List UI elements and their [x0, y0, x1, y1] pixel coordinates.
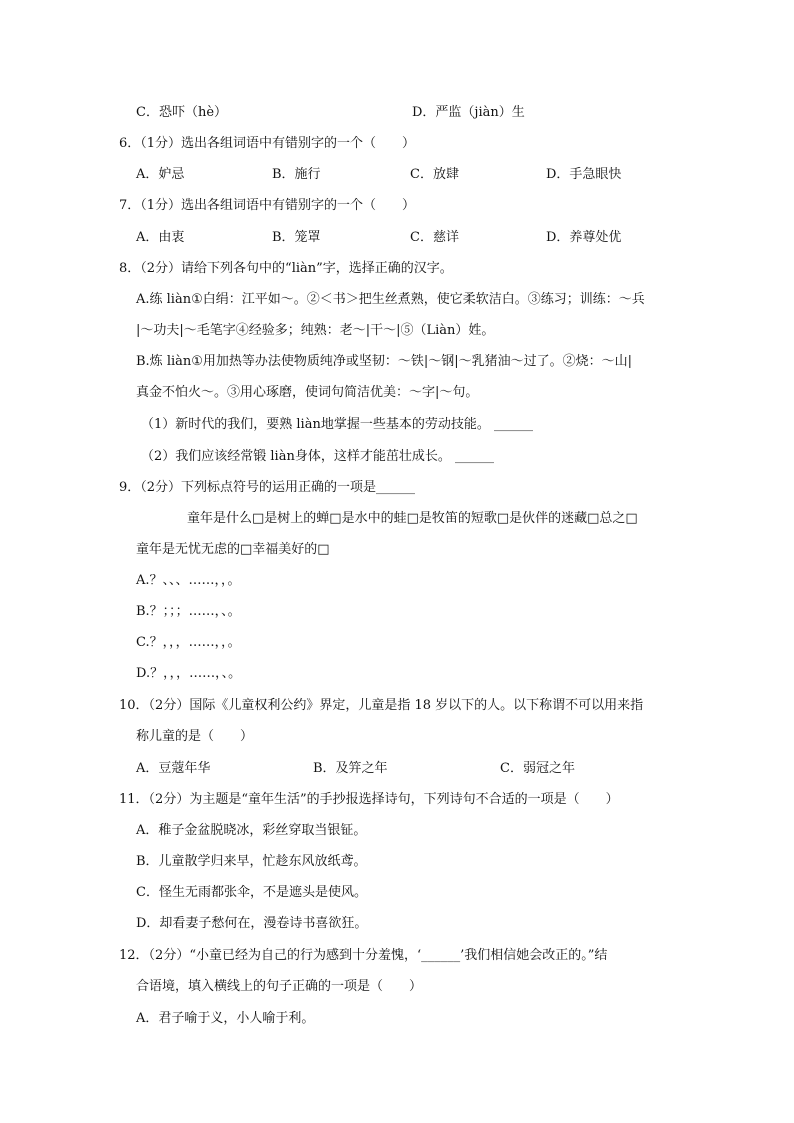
q8-stem: 8．（2分）请给下列各句中的“liàn”字，选择正确的汉字。 [119, 261, 453, 276]
q8-subquestion-1: （1）新时代的我们，要熟 liàn地掌握一些基本的劳动技能。 ______ [141, 417, 533, 432]
q5-option-c: C．恐吓（hè） [136, 105, 228, 120]
q10-option-b: B．及笄之年 [313, 761, 388, 776]
q10-option-c: C．弱冠之年 [500, 761, 575, 776]
q7-option-c: C．慈详 [410, 230, 459, 245]
q7-stem: 7．（1分）选出各组词语中有错别字的一个（ ） [119, 198, 416, 213]
q9-option-c: C.？，，，……，，。 [136, 635, 241, 650]
q8-definition-b-line1: B.炼 liàn①用加热等办法使物质纯净或坚韧：～铁|～钢|～乳猪油～过了。②烧：～山| [136, 354, 633, 369]
q9-option-b: B.？；；；……，、。 [136, 604, 241, 619]
q6-option-c: C．放肆 [410, 167, 459, 182]
q8-subquestion-2: （2）我们应该经常锻 liàn身体，这样才能茁壮成长。 ______ [141, 449, 494, 464]
q9-passage-line1: 童年是什么□是树上的蝉□是水中的蛙□是牧笛的短歌□是伙伴的迷藏□总之□ [187, 511, 638, 526]
q12-option-a: A．君子喻于义，小人喻于利。 [136, 1011, 315, 1026]
q9-option-d: D.？，，，……，、。 [136, 666, 242, 681]
q8-definition-b-line2: 真金不怕火～。③用心琢磨，使词句简洁优美：～字|～句。 [136, 385, 479, 400]
q7-option-b: B．笼罩 [272, 230, 321, 245]
q11-option-b: B．儿童散学归来早，忙趁东风放纸鸢。 [136, 854, 367, 869]
q10-stem-line2: 称儿童的是（ ） [136, 729, 254, 744]
q7-option-d: D．养尊处优 [546, 230, 622, 245]
q8-definition-a-line2: |～功夫|～毛笔字④经验多；纯熟：老～|干～|⑤（Liàn）姓。 [136, 323, 495, 338]
q6-option-a: A．妒忌 [136, 167, 185, 182]
q12-stem-line2: 合语境，填入横线上的句子正确的一项是（ ） [136, 979, 423, 994]
q12-stem-line1: 12．（2分）“小童已经为自己的行为感到十分羞愧，‘______’我们相信她会改正的。”结 [119, 948, 608, 963]
q6-option-d: D．手急眼快 [546, 167, 622, 182]
q6-stem: 6．（1分）选出各组词语中有错别字的一个（ ） [119, 136, 416, 151]
q8-definition-a-line1: A.练 liàn①白绢：江平如～。②＜书＞把生丝煮熟，使它柔软洁白。③练习；训练：～兵 [136, 292, 645, 307]
q9-stem: 9．（2分）下列标点符号的运用正确的一项是______ [119, 480, 416, 495]
q11-option-c: C．怪生无雨都张伞，不是遮头是使风。 [136, 885, 367, 900]
q11-option-a: A．稚子金盆脱晓冰，彩丝穿取当银钲。 [136, 823, 367, 838]
q9-passage-line2: 童年是无忧无虑的□幸福美好的□ [136, 542, 330, 557]
q11-stem: 11．（2分）为主题是“童年生活”的手抄报选择诗句，下列诗句不合适的一项是（ ） [119, 792, 619, 807]
q6-option-b: B．施行 [272, 167, 321, 182]
q11-option-d: D．却看妻子愁何在，漫卷诗书喜欲狂。 [136, 916, 368, 931]
q10-option-a: A．豆蔻年华 [136, 761, 211, 776]
q5-option-d: D．严监（jiàn）生 [412, 105, 525, 120]
q9-option-a: A.？、、、……，，。 [136, 573, 241, 588]
q7-option-a: A．由衷 [136, 230, 185, 245]
q10-stem-line1: 10．（2分）国际《儿童权利公约》界定，儿童是指 18 岁以下的人。以下称谓不可以用来指 [119, 698, 644, 713]
